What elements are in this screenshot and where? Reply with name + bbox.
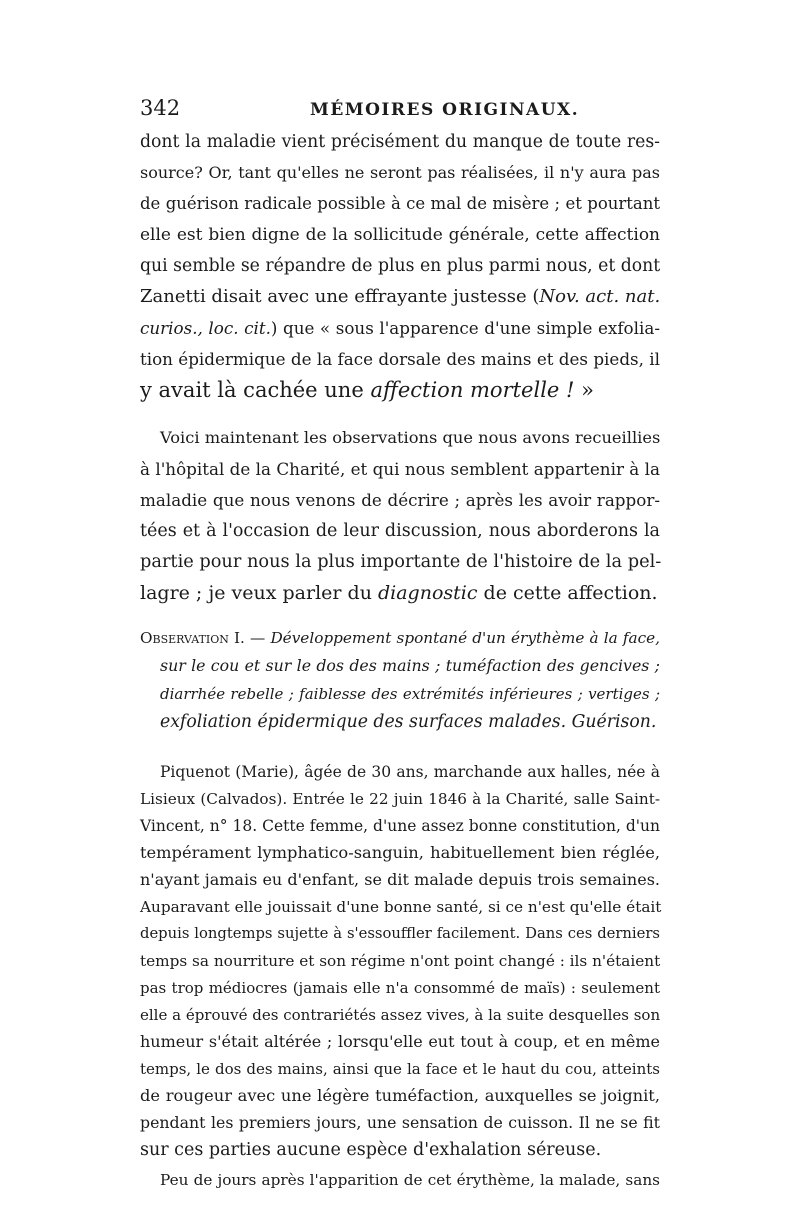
text-line: dont la maladie vient précisément du manque de toute res- <box>140 132 660 152</box>
text-line: partie pour nous la plus importante de l'histoire de la pel- <box>140 552 662 572</box>
text-line: temps sa nourriture et son régime n'ont point changé : ils n'étaient <box>140 952 661 970</box>
text-span: » <box>574 378 594 402</box>
emphasis-italic: diagnostic <box>377 582 478 604</box>
text-line: de guérison radicale possible à ce mal de misère ; et pourtant <box>140 194 660 213</box>
emphasis-italic: affection mortelle ! <box>370 378 575 402</box>
text-line: maladie que nous venons de décrire ; après les avoir rappor- <box>140 490 660 510</box>
observation-summary-line: sur le cou et sur le dos des mains ; tuméfaction des gencives ; <box>160 656 660 675</box>
text-line: Peu de jours après l'apparition de cet érythème, la malade, sans <box>160 1171 660 1189</box>
text-line: humeur s'était altérée ; lorsqu'elle eut tout à coup, et en même <box>140 1032 660 1051</box>
text-line: Auparavant elle jouissait d'une bonne santé, si ce n'est qu'elle était <box>140 898 662 916</box>
observation-summary-line: exfoliation épidermique des surfaces malades. Guérison. <box>160 712 657 732</box>
text-line: de rougeur avec une légère tuméfaction, auxquelles se joignit, <box>140 1086 660 1105</box>
text-line: qui semble se répandre de plus en plus parmi nous, et dont <box>140 256 661 276</box>
text-line: Vincent, n° 18. Cette femme, d'une assez bonne constitution, d'un <box>140 817 660 835</box>
observation-label: Observation I. — <box>140 629 266 647</box>
text-line: à l'hôpital de la Charité, et qui nous semblent appartenir à la <box>140 459 660 479</box>
observation-summary: Développement spontané d'un érythème à la face, <box>270 629 660 647</box>
text-line: sur ces parties aucune espèce d'exhalation séreuse. <box>140 1140 602 1160</box>
text-span: lagre ; je veux parler du <box>140 582 378 604</box>
text-line: Piquenot (Marie), âgée de 30 ans, marchande aux halles, née à <box>160 763 660 781</box>
running-title: MÉMOIRES ORIGINAUX. <box>310 100 580 120</box>
citation-italic: curios., loc. cit. <box>140 318 271 338</box>
text-span: de cette affection. <box>477 582 658 604</box>
text-line: elle a éprouvé des contrariétés assez vives, à la suite desquelles son <box>140 1006 661 1024</box>
text-line: elle est bien digne de la sollicitude générale, cette affection <box>140 225 660 245</box>
text-line: source? Or, tant qu'elles ne seront pas réalisées, il n'y aura pas <box>140 163 660 182</box>
page-number: 342 <box>140 96 181 120</box>
text-line <box>140 579 660 607</box>
observation-heading <box>140 624 660 652</box>
text-line: Voici maintenant les observations que nous avons recueillies <box>160 428 661 447</box>
text-line: tées et à l'occasion de leur discussion, nous aborderons la <box>140 521 660 541</box>
text-line <box>140 283 660 311</box>
text-line: tion épidermique de la face dorsale des mains et des pieds, il <box>140 349 661 369</box>
text-line: tempérament lymphatico-sanguin, habituellement bien réglée, <box>140 843 660 862</box>
citation-italic: Nov. act. nat. <box>539 286 661 307</box>
text-span: ) que « sous l'apparence d'une simple exfolia- <box>270 318 660 338</box>
text-line <box>140 314 660 342</box>
observation-summary-line: diarrhée rebelle ; faiblesse des extrémités inférieures ; vertiges ; <box>160 685 660 703</box>
text-span: Zanetti disait avec une effrayante justesse ( <box>140 286 540 307</box>
text-line: pendant les premiers jours, une sensation de cuisson. Il ne se fit <box>140 1113 660 1132</box>
text-line: temps, le dos des mains, ainsi que la face et le haut du cou, atteints <box>140 1060 660 1078</box>
text-line: n'ayant jamais eu d'enfant, se dit malade depuis trois semaines. <box>140 870 660 889</box>
text-line <box>140 376 660 404</box>
text-line: depuis longtemps sujette à s'essouffler facilement. Dans ces derniers <box>140 925 660 942</box>
text-line: Lisieux (Calvados). Entrée le 22 juin 1846 à la Charité, salle Saint- <box>140 790 660 808</box>
text-line: pas trop médiocres (jamais elle n'a consommé de maïs) : seulement <box>140 979 660 997</box>
text-span: y avait là cachée une <box>140 378 371 402</box>
